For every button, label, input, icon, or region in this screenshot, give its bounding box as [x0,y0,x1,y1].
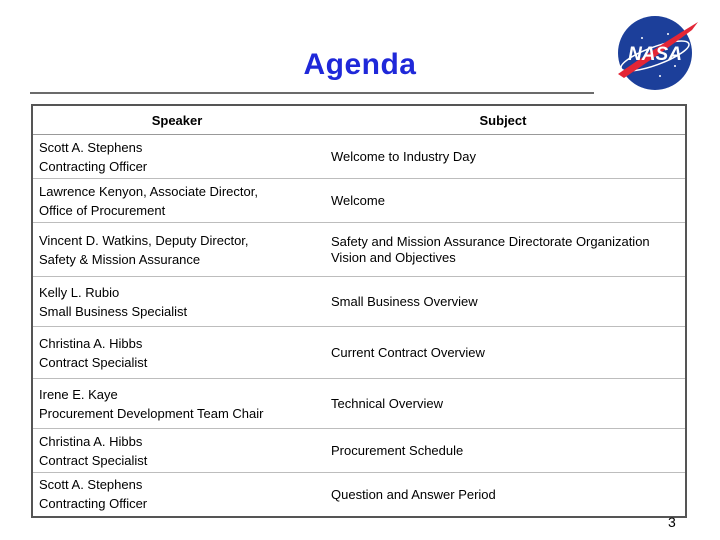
title-divider [30,92,594,94]
speaker-cell [32,327,321,379]
speaker-title: Contracting Officer [39,158,148,174]
speaker-cell [32,135,321,179]
table-row [32,223,686,277]
subject-cell [321,473,686,517]
speaker-name: Kelly L. Rubio [39,284,120,300]
subject-cell [321,135,686,179]
speaker-title: Contract Specialist [39,452,148,468]
subject-cell [321,379,686,429]
page-number: 3 [668,514,676,530]
table-row [32,429,686,473]
table-row [32,179,686,223]
nasa-logo [600,8,710,98]
subject-text: Technical Overview [331,396,443,411]
speaker-name: Scott A. Stephens [39,477,143,493]
agenda-table [31,104,687,518]
speaker-title: Procurement Development Team Chair [39,405,264,421]
speaker-title: Small Business Specialist [39,303,188,319]
subject-column-header: Subject [321,105,686,135]
subject-text: Question and Answer Period [331,486,496,502]
speaker-cell [32,473,321,517]
speaker-name: Scott A. Stephens [39,139,143,155]
subject-text-line2: Vision and Objectives [331,249,456,265]
speaker-cell [32,429,321,473]
subject-text: Small Business Overview [331,294,478,309]
speaker-column-header: Speaker [32,105,321,135]
speaker-cell [32,223,321,277]
table-row [32,327,686,379]
speaker-name: Vincent D. Watkins, Deputy Director, [39,232,249,248]
subject-text: Welcome to Industry Day [331,149,476,164]
nasa-meatball-icon [600,8,710,98]
speaker-title: Contracting Officer [39,496,148,512]
slide-title: Agenda [303,48,417,81]
subject-cell [321,327,686,379]
table-row [32,379,686,429]
table-row [32,473,686,517]
subject-cell [321,429,686,473]
speaker-name: Christina A. Hibbs [39,335,143,351]
speaker-name: Christina A. Hibbs [39,433,143,449]
speaker-cell [32,379,321,429]
subject-text: Safety and Mission Assurance Directorate Organization [331,233,650,249]
speaker-name: Irene E. Kaye [39,386,118,402]
nasa-logo-text: NASA [628,44,682,65]
subject-cell [321,277,686,327]
subject-cell [321,223,686,277]
table-header-row [32,105,686,135]
speaker-title: Safety & Mission Assurance [39,251,201,267]
subject-cell [321,179,686,223]
subject-text: Current Contract Overview [331,345,485,360]
speaker-cell [32,179,321,223]
speaker-title: Office of Procurement [39,202,166,218]
speaker-name: Lawrence Kenyon, Associate Director, [39,183,258,199]
subject-text: Procurement Schedule [331,443,464,458]
speaker-cell [32,277,321,327]
table-row [32,135,686,179]
subject-text: Welcome [331,193,385,208]
table-row [32,277,686,327]
speaker-title: Contract Specialist [39,354,148,370]
